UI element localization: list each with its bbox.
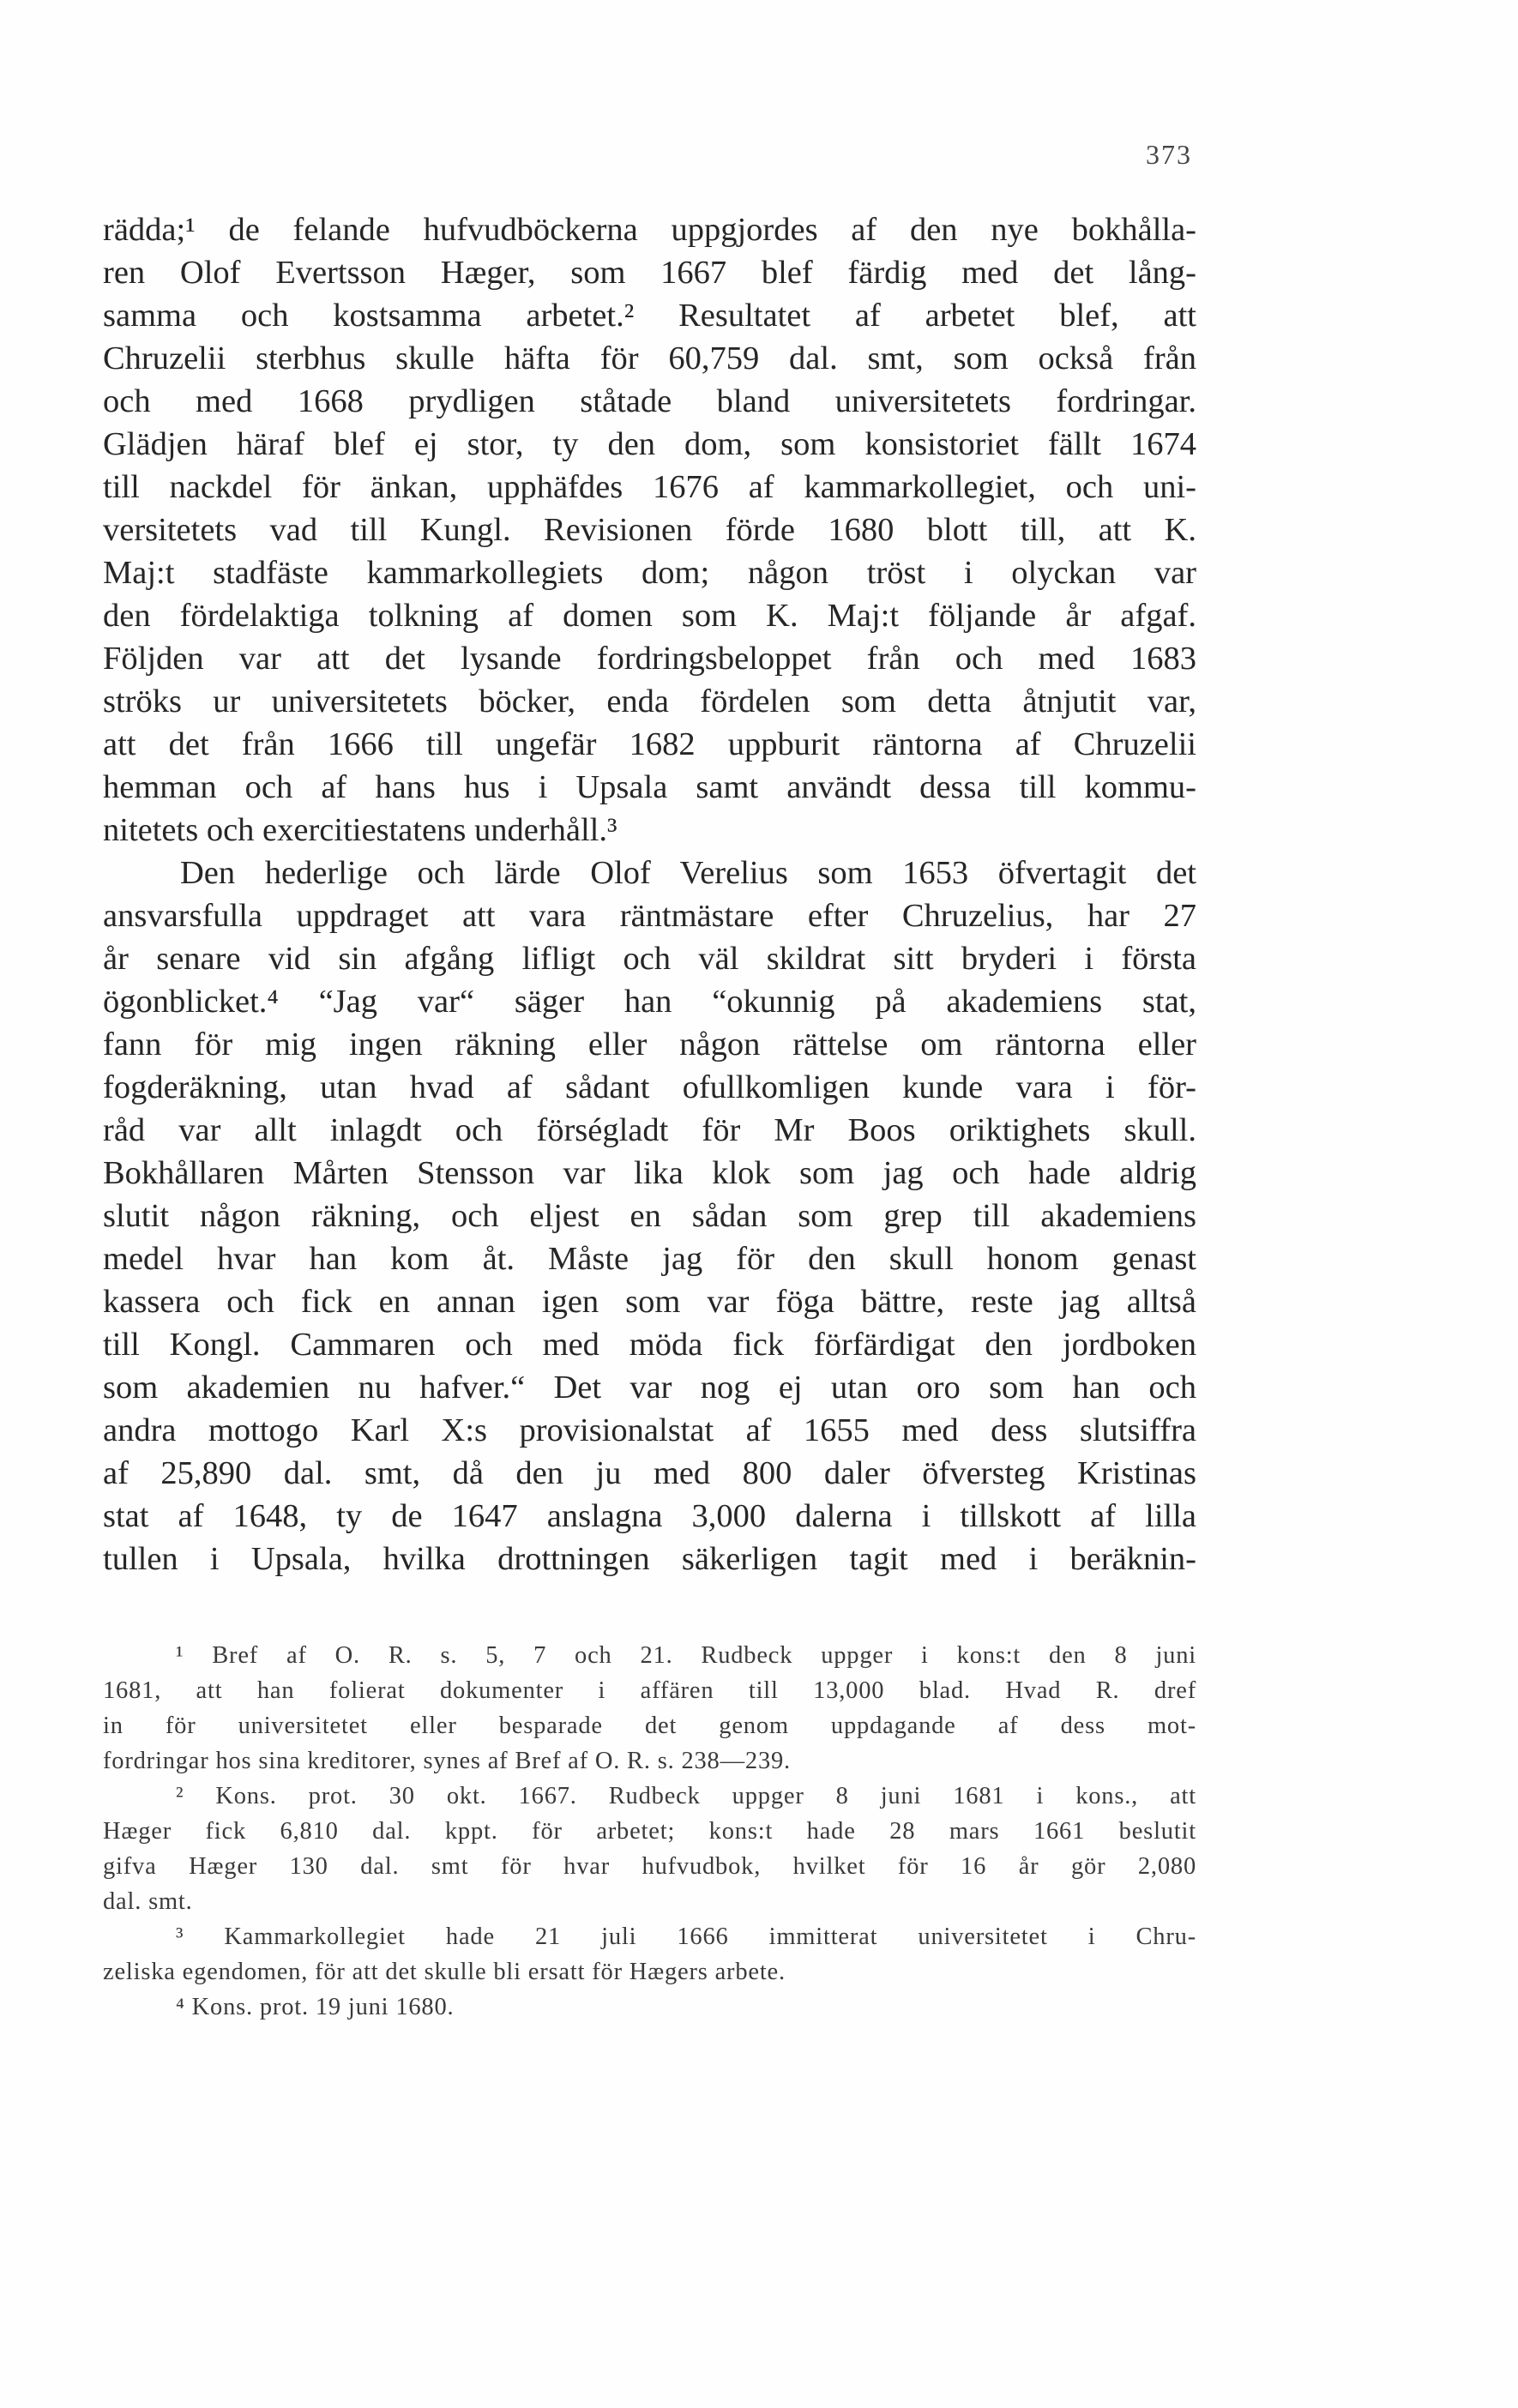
footnote-line: ⁴ Kons. prot. 19 juni 1680. bbox=[176, 1994, 455, 2020]
text-line: som akademien nu hafver.“ Det var nog ej utan oro som han och bbox=[103, 1370, 1196, 1406]
text-line: nitetets och exercitiestatens underhåll.³ bbox=[103, 812, 617, 848]
footnote-line: ¹ Bref af O. R. s. 5, 7 och 21. Rudbeck uppger i kons:t den 8 juni bbox=[176, 1642, 1196, 1669]
footnote-line: ² Kons. prot. 30 okt. 1667. Rudbeck uppger 8 juni 1681 i kons., att bbox=[176, 1783, 1196, 1809]
text-line: versitetets vad till Kungl. Revisionen förde 1680 blott till, att K. bbox=[103, 512, 1196, 548]
text-line: till Kongl. Cammaren och med möda fick förfärdigat den jordboken bbox=[103, 1327, 1196, 1363]
text-line: andra mottogo Karl X:s provisionalstat af 1655 med dess slutsiffra bbox=[103, 1412, 1196, 1448]
text-line: ren Olof Evertsson Hæger, som 1667 blef färdig med det lång- bbox=[103, 255, 1196, 291]
text-line: ströks ur universitetets böcker, enda fördelen som detta åtnjutit var, bbox=[103, 683, 1196, 719]
text-line: fogderäkning, utan hvad af sådant ofullkomligen kunde vara i för- bbox=[103, 1069, 1196, 1105]
text-line: Följden var att det lysande fordringsbeloppet från och med 1683 bbox=[103, 641, 1196, 677]
text-line: af 25,890 dal. smt, då den ju med 800 daler öfversteg Kristinas bbox=[103, 1455, 1196, 1491]
footnote-line: Hæger fick 6,810 dal. kppt. för arbetet; kons:t hade 28 mars 1661 beslutit bbox=[103, 1818, 1196, 1845]
text-line: ögonblicket.⁴ “Jag var“ säger han “okunnig på akademiens stat, bbox=[103, 984, 1196, 1020]
text-line: att det från 1666 till ungefär 1682 uppburit räntorna af Chruzelii bbox=[103, 726, 1196, 762]
text-line: hemman och af hans hus i Upsala samt användt dessa till kommu- bbox=[103, 769, 1196, 805]
footnote-line: gifva Hæger 130 dal. smt för hvar hufvudbok, hvilket för 16 år gör 2,080 bbox=[103, 1853, 1196, 1880]
text-line: stat af 1648, ty de 1647 anslagna 3,000 dalerna i tillskott af lilla bbox=[103, 1498, 1196, 1534]
text-line: år senare vid sin afgång lifligt och väl skildrat sitt bryderi i första bbox=[103, 941, 1196, 977]
body-text bbox=[103, 208, 1196, 1580]
text-line: Chruzelii sterbhus skulle häfta för 60,759 dal. smt, som också från bbox=[103, 340, 1196, 376]
text-line: Bokhållaren Mårten Stensson var lika klok som jag och hade aldrig bbox=[103, 1155, 1196, 1191]
text-line: Glädjen häraf blef ej stor, ty den dom, som konsistoriet fällt 1674 bbox=[103, 426, 1196, 462]
text-line: råd var allt inlagdt och förségladt för Mr Boos oriktighets skull. bbox=[103, 1112, 1196, 1148]
text-line: slutit någon räkning, och eljest en sådan som grep till akademiens bbox=[103, 1198, 1196, 1234]
text-line: och med 1668 prydligen ståtade bland universitetets fordringar. bbox=[103, 383, 1196, 419]
footnotes bbox=[103, 1638, 1196, 2025]
footnote-line: fordringar hos sina kreditorer, synes af Bref af O. R. s. 238—239. bbox=[103, 1748, 791, 1774]
footnote-line: ³ Kammarkollegiet hade 21 juli 1666 immitterat universitetet i Chru- bbox=[176, 1923, 1196, 1950]
text-line: rädda;¹ de felande hufvudböckerna uppgjordes af den nye bokhålla- bbox=[103, 212, 1196, 248]
footnote-line: zeliska egendomen, för att det skulle bli ersatt för Hægers arbete. bbox=[103, 1959, 786, 1985]
text-line: kassera och fick en annan igen som var föga bättre, reste jag alltså bbox=[103, 1284, 1196, 1320]
text-line: medel hvar han kom åt. Måste jag för den skull honom genast bbox=[103, 1241, 1196, 1277]
text-line: tullen i Upsala, hvilka drottningen säkerligen tagit med i beräknin- bbox=[103, 1541, 1196, 1577]
footnote-line: dal. smt. bbox=[103, 1888, 193, 1915]
footnote-line: 1681, att han folierat dokumenter i affären till 13,000 blad. Hvad R. dref bbox=[103, 1677, 1196, 1704]
text-line: till nackdel för änkan, upphäfdes 1676 af kammarkollegiet, och uni- bbox=[103, 469, 1196, 505]
text-line: den fördelaktiga tolkning af domen som K. Maj:t följande år afgaf. bbox=[103, 598, 1196, 634]
text-line: Den hederlige och lärde Olof Verelius som 1653 öfvertagit det bbox=[180, 855, 1196, 891]
text-line: Maj:t stadfäste kammarkollegiets dom; någon tröst i olyckan var bbox=[103, 555, 1196, 591]
page-number: 373 bbox=[1146, 139, 1192, 170]
text-line: ansvarsfulla uppdraget att vara räntmästare efter Chruzelius, har 27 bbox=[103, 898, 1196, 934]
footnote-line: in för universitetet eller besparade det genom uppdagande af dess mot- bbox=[103, 1713, 1196, 1739]
text-line: samma och kostsamma arbetet.² Resultatet af arbetet blef, att bbox=[103, 298, 1196, 334]
text-line: fann för mig ingen räkning eller någon rättelse om räntorna eller bbox=[103, 1026, 1196, 1063]
